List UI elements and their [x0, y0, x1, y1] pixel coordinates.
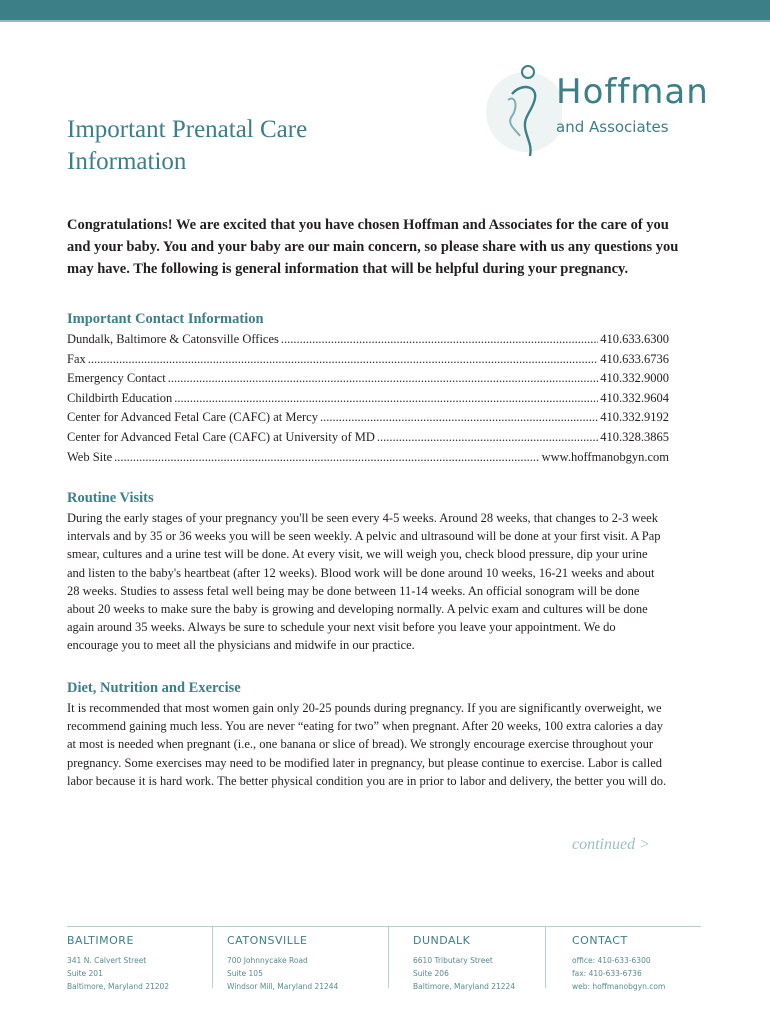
leader-dots: [281, 330, 598, 350]
continued-label: continued >: [572, 836, 650, 853]
logo-name: Hoffman: [556, 72, 709, 112]
routine-visits-text: During the early stages of your pregnancy you'll be seen every 4-5 weeks. Around 28 weeks, that changes to 2-3 week intervals and by 35 or 36 weeks you will be seen weekly. A pelvic and ultrasound will be done at your first visit. A Pap smear, cultures and a urine test will be done. At every visit, we will weigh you, check blood pressure, dip your urine and listen to the baby's heartbeat (after 12 weeks). Blood work will be done around 10 weeks, 16-21 weeks and about 28 weeks. Studies to assess fetal well being may be done between 11-14 weeks. An official sonogram will be done about 20 weeks to make sure the baby is growing and developing normally. A pelvic exam and cultures will be done again around 35 weeks. Always be sure to schedule your next visit before you leave your appointment. We do encourage you to meet all the physicians and midwife in our practice.: [67, 511, 661, 653]
footer-dundalk: DUNDALK 6610 Tributary Street Suite 206 Baltimore, Maryland 21224: [413, 934, 516, 991]
header-rule: [0, 20, 770, 22]
leader-dots: [88, 350, 599, 370]
leader-dots: [174, 389, 598, 409]
header-bar: [0, 0, 770, 20]
contact-row: Fax ..... 410.633.6736: [67, 350, 669, 370]
contact-row: Dundalk, Baltimore & Catonsville Offices ..... 410.633.6300: [67, 330, 669, 350]
leader-dots: [320, 408, 598, 428]
logo-subtitle: and Associates: [556, 118, 669, 136]
contact-heading: Important Contact Information: [67, 311, 264, 327]
contact-row: Center for Advanced Fetal Care (CAFC) at Mercy ..... 410.332.9192: [67, 408, 669, 428]
logo-figure-icon: [482, 60, 562, 160]
contact-row: Childbirth Education ..... 410.332.9604: [67, 389, 669, 409]
footer-rule: [67, 926, 701, 927]
routine-visits-heading: Routine Visits: [67, 490, 154, 506]
diet-heading: Diet, Nutrition and Exercise: [67, 680, 241, 696]
contact-row: Web Site ..... www.hoffmanobgyn.com: [67, 448, 669, 468]
footer-divider: [545, 926, 546, 988]
footer-catonsville: CATONSVILLE 700 Johnnycake Road Suite 105 Windsor Mill, Maryland 21244: [227, 934, 339, 991]
website-link[interactable]: www.hoffmanobgyn.com: [541, 449, 669, 464]
footer-baltimore: BALTIMORE 341 N. Calvert Street Suite 201 Baltimore, Maryland 21202: [67, 934, 170, 991]
leader-dots: [377, 428, 598, 448]
intro-paragraph: Congratulations! We are excited that you have chosen Hoffman and Associates for the care of you and your baby. You and your baby are our main concern, so please share with us any questions you may have. The following is general information that will be helpful during your pregnancy.: [67, 217, 679, 277]
footer-divider: [212, 926, 213, 988]
contact-row: Center for Advanced Fetal Care (CAFC) at University of MD ..... 410.328.3865: [67, 428, 669, 448]
footer-divider: [388, 926, 389, 988]
leader-dots: [114, 448, 539, 468]
leader-dots: [168, 369, 599, 389]
diet-text: It is recommended that most women gain only 20-25 pounds during pregnancy. If you are significantly overweight, we recommend gaining much less. You are never “eating for two” when pregnant. After 20 weeks, 100 extra calories a day at most is needed when pregnant (i.e., one banana or slice of bread). We strongly encourage exercise throughout your pregnancy. Some exercises may need to be modified later in pregnancy, but please continue to exercise. Labor is called labor because it is hard work. The better physical condition you are in prior to labor and delivery, the better you will do.: [67, 701, 667, 788]
logo: [482, 60, 722, 170]
footer-contact: CONTACT office: 410-633-6300 fax: 410-633-6736 web: hoffmanobgyn.com: [572, 934, 666, 991]
contact-row: Emergency Contact ..... 410.332.9000: [67, 369, 669, 389]
page-title: Important Prenatal Care Information: [67, 116, 308, 175]
footer-web-link[interactable]: web: hoffmanobgyn.com: [572, 982, 666, 991]
contact-list: [67, 330, 669, 467]
